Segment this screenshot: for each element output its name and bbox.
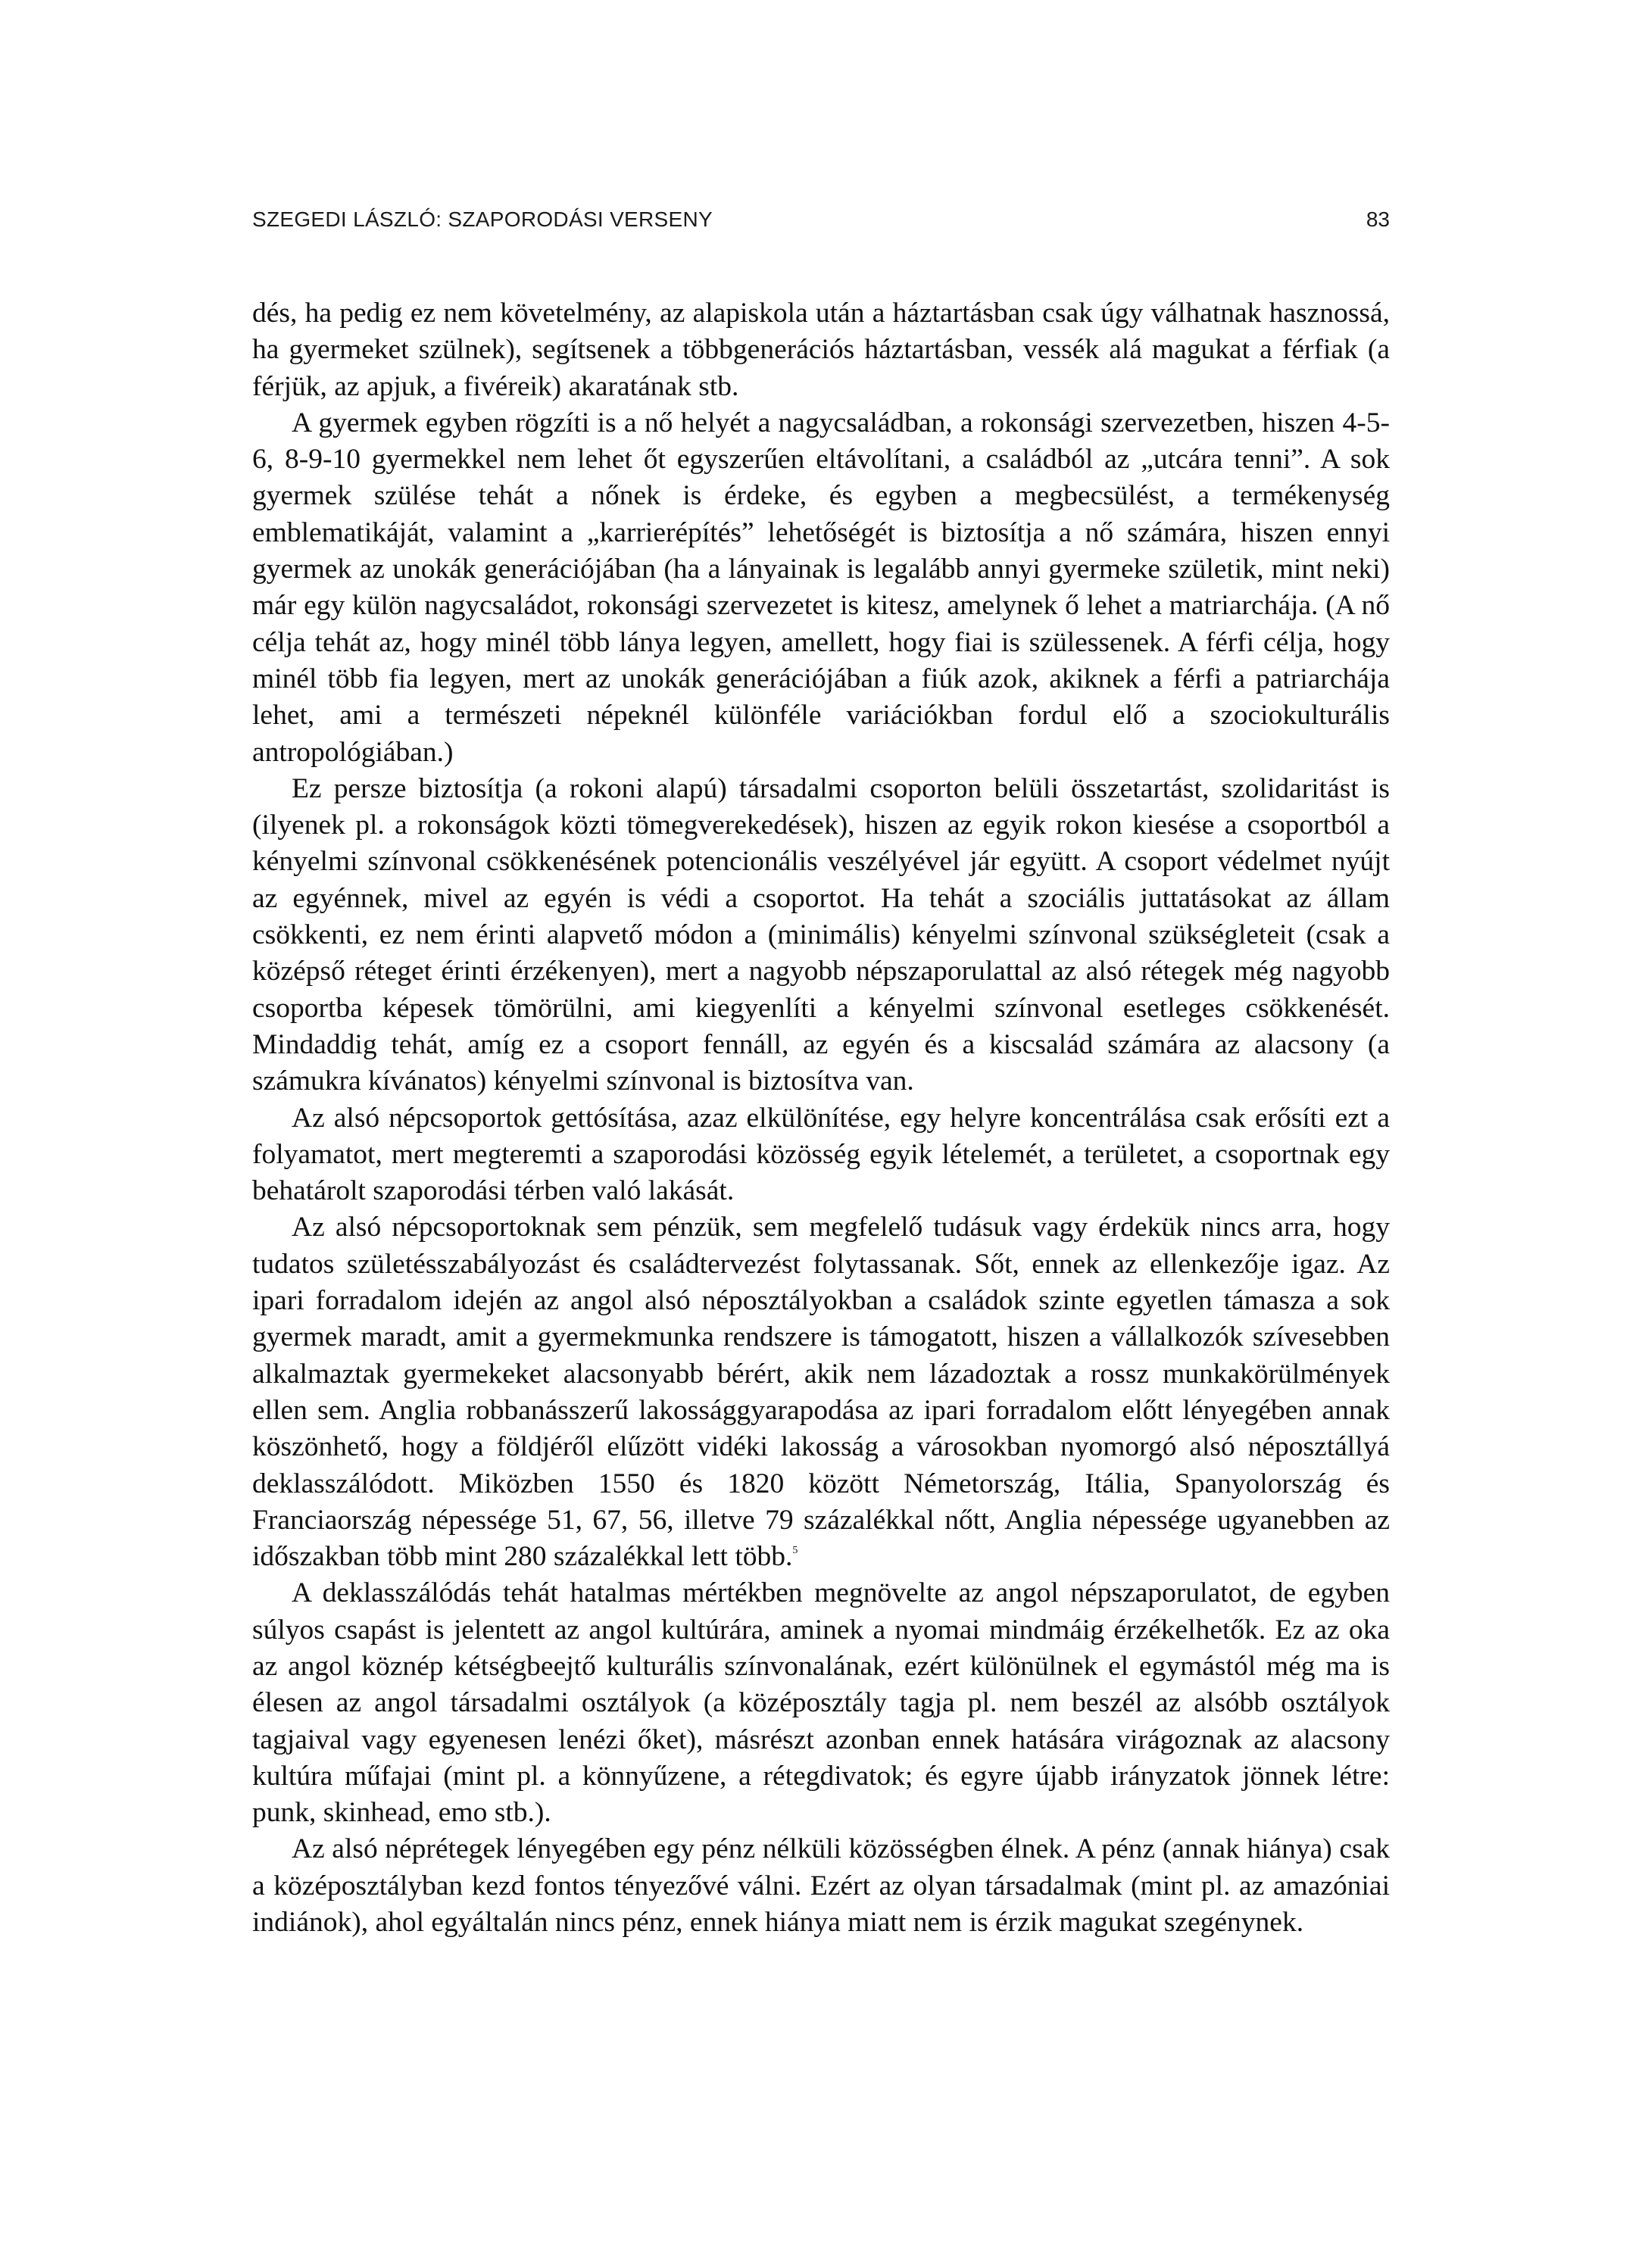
paragraph: A gyermek egyben rögzíti is a nő helyét a nagycsaládban, a rokonsági szervezetben, hiszen 4-5-6, 8-9-10 gyermekkel nem lehet őt egyszerűen eltávolítani, a családból az „utcára tenni”. A sok gyermek szülése tehát a nőnek is érdeke, és egyben a megbecsülést, a termékenység emblematikáját, valamint a „karrierépítés” lehetőségét is biztosítja a nő számára, hiszen ennyi gyermek az unokák generációjában (ha a lányainak is legalább annyi gyermeke születik, mint neki) már egy külön nagycsaládot, rokonsági szervezetet is kitesz, amelynek ő lehet a matriarchája. (A nő célja tehát az, hogy minél több lánya legyen, amellett, hogy fiai is szülessenek. A férfi célja, hogy minél több fia legyen, mert az unokák generációjában a fiúk azok, akiknek a férfi a patriarchája lehet, ami a természeti népeknél különféle variációkban fordul elő a szociokulturális antropológiában.) <box>252 407 1390 768</box>
paragraph: Ez persze biztosítja (a rokoni alapú) társadalmi csoporton belüli összetartást, szolidaritást is (ilyenek pl. a rokonságok közti tömegverekedések), hiszen az egyik rokon kiesése a csoportból a kényelmi színvonal csökkenésének potencionális veszélyével jár együtt. A csoport védelmet nyújt az egyénnek, mivel az egyén is védi a csoportot. Ha tehát a szociális juttatásokat az állam csökkenti, ez nem érinti alapvető módon a (minimális) kényelmi színvonal szükségleteit (csak a középső réteget érinti érzékenyen), mert a nagyobb népszaporulattal az alsó rétegek még nagyobb csoportba képesek tömörülni, ami kiegyenlíti a kényelmi színvonal esetleges csökkenését. Mindaddig tehát, amíg ez a csoport fennáll, az egyén és a kiscsalád számára az alacsony (a számukra kívánatos) kényelmi színvonal is biztosítva van. <box>252 772 1390 1097</box>
paragraph-continued: dés, ha pedig ez nem követelmény, az alapiskola után a háztartásban csak úgy válhatnak hasznossá, ha gyermeket szülnek), segítsenek a többgenerációs háztartásban, vessék alá magukat a férfiak (a férjük, az apjuk, a fivéreik) akaratának stb. <box>252 298 1390 402</box>
running-header <box>252 204 1390 235</box>
paragraph-text: Az alsó népcsoportoknak sem pénzük, sem megfelelő tudásuk vagy érdekük nincs arra, hogy tudatos születésszabályozást és családtervezést folytassanak. Sőt, ennek az ellenkezője igaz. Az ipari forradalom idején az angol alsó néposztályokban a családok szinte egyetlen támasza a sok gyermek maradt, amit a gyermekmunka rendszere is támogatott, hiszen a vállalkozók szívesebben alkalmaztak gyermekeket alacsonyabb bérért, akik nem lázadoztak a rossz munkakörülmények ellen sem. Anglia robbanásszerű lakossággyarapodása az ipari forradalom előtt lényegében annak köszönhető, hogy a földjéről elűzött vidéki lakosság a városokban nyomorgó alsó néposztállyá deklasszálódott. Miközben 1550 és 1820 között Németország, Itália, Spanyolország és Franciaország népessége 51, 67, 56, illetve 79 százalékkal nőtt, Anglia népessége ugyanebben az időszakban több mint 280 százalékkal lett több. <box>252 1212 1390 1573</box>
paragraph: A deklasszálódás tehát hatalmas mértékben megnövelte az angol népszaporulatot, de egyben súlyos csapást is jelentett az angol kultúrára, aminek a nyomai mindmáig érzékelhetők. Ez az oka az angol köznép kétségbeejtő kulturális színvonalának, ezért különülnek el egymástól még ma is élesen az angol társadalmi osztályok (a középosztály tagja pl. nem beszél az alsóbb osztályok tagjaival vagy egyenesen lenézi őket), másrészt azonban ennek hatására virágoznak az alacsony kultúra műfajai (mint pl. a könnyűzene, a rétegdivatok; és egyre újabb irányzatok jönnek létre: punk, skinhead, emo stb.). <box>252 1577 1390 1829</box>
footnote-reference[interactable]: 5 <box>792 1545 798 1557</box>
running-title: SZEGEDI LÁSZLÓ: SZAPORODÁSI VERSENY <box>252 207 713 231</box>
page-number: 83 <box>1366 207 1390 231</box>
paragraph-with-footnote <box>252 1209 1390 1575</box>
paragraph: Az alsó népcsoportok gettósítása, azaz elkülönítése, egy helyre koncentrálása csak erősíti ezt a folyamatot, mert megteremti a szaporodási közösség egyik lételemét, a területet, a csoportnak egy behatárolt szaporodási térben való lakását. <box>252 1102 1390 1207</box>
paragraph: Az alsó néprétegek lényegében egy pénz nélküli közösségben élnek. A pénz (annak hiánya) csak a középosztályban kezd fontos tényezővé válni. Ezért az olyan társadalmak (mint pl. az amazóniai indiánok), ahol egyáltalán nincs pénz, ennek hiánya miatt nem is érzik magukat szegénynek. <box>252 1833 1390 1939</box>
body-text <box>252 295 1390 1941</box>
